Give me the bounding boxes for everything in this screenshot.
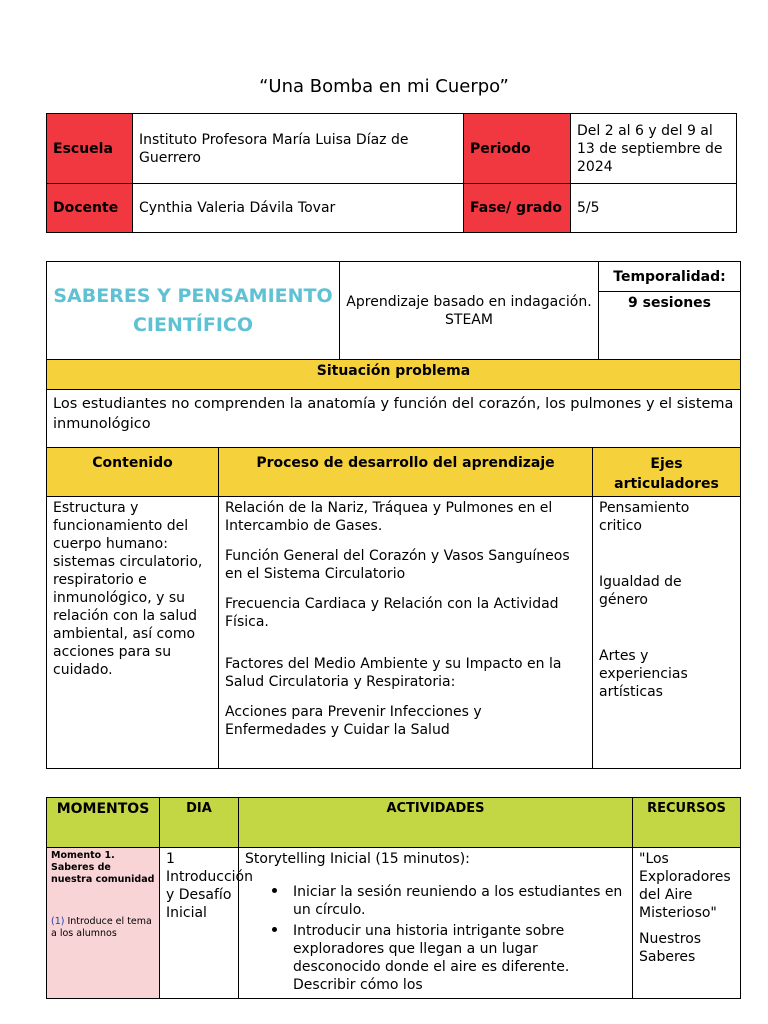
actividad-title: Storytelling Inicial (15 minutos): (245, 851, 470, 867)
recursos-cell (633, 848, 741, 999)
ejes-header: Ejes articuladores (593, 448, 741, 497)
eje-item: Artes y experiencias artísticas (599, 648, 688, 700)
recurso-item: Nuestros Saberes (639, 931, 702, 965)
docente-value: Cynthia Valeria Dávila Tovar (133, 184, 464, 233)
escuela-label: Escuela (47, 114, 133, 184)
dia-header: DIA (160, 798, 239, 848)
actividad-list (245, 882, 626, 994)
plan-header-table (46, 261, 741, 360)
docente-label: Docente (47, 184, 133, 233)
recurso-item: "Los Exploradores del Aire Misterioso" (639, 851, 731, 921)
proceso-list (219, 497, 593, 769)
actividades-header: ACTIVIDADES (239, 798, 633, 848)
actividad-bullet: • Introducir una historia intrigante sobre exploradores que llegan a un lugar desconocido donde el aire es diferente. Describir cómo los (289, 921, 626, 994)
momento-title: Momento 1. Saberes de nuestra comunidad (51, 850, 155, 885)
dia-text: Introducción y Desafío Inicial (166, 869, 253, 921)
ejes-list (593, 497, 741, 769)
situacion-header: Situación problema (47, 360, 741, 390)
temporalidad-value: 9 sesiones (599, 292, 741, 360)
situation-table (46, 359, 741, 769)
proceso-item: Frecuencia Cardiaca y Relación con la Actividad Física. (225, 596, 559, 630)
temporalidad-label: Temporalidad: (599, 262, 741, 292)
activities-table (46, 797, 741, 999)
dia-number: 1 (166, 851, 175, 867)
proceso-item: Función General del Corazón y Vasos Sanguíneos en el Sistema Circulatorio (225, 548, 570, 582)
proceso-item: Factores del Medio Ambiente y su Impacto en la Salud Circulatoria y Respiratoria: (225, 656, 562, 690)
momentos-header: MOMENTOS (47, 798, 160, 848)
escuela-value: Instituto Profesora María Luisa Díaz de Guerrero (133, 114, 464, 184)
contenido-header: Contenido (47, 448, 219, 497)
periodo-label: Periodo (464, 114, 571, 184)
info-table (46, 113, 737, 233)
campo-formativo: SABERES Y PENSAMIENTO CIENTÍFICO (47, 262, 340, 360)
metodologia: Aprendizaje basado en indagación. STEAM (340, 262, 599, 360)
actividades-cell (239, 848, 633, 999)
eje-item: Igualdad de género (599, 574, 682, 608)
actividad-bullet: • Iniciar la sesión reuniendo a los estudiantes en un círculo. (289, 882, 626, 919)
document-title: “Una Bomba en mi Cuerpo” (259, 76, 509, 97)
proceso-item: Relación de la Nariz, Tráquea y Pulmones en el Intercambio de Gases. (225, 500, 553, 534)
fase-label: Fase/ grado (464, 184, 571, 233)
proceso-header: Proceso de desarrollo del aprendizaje (219, 448, 593, 497)
eje-item: Pensamiento critico (599, 500, 690, 534)
fase-value: 5/5 (571, 184, 737, 233)
momento-cell (47, 848, 160, 999)
situacion-text: Los estudiantes no comprenden la anatomía y función del corazón, los pulmones y el sistema inmunológico (47, 390, 741, 448)
periodo-value: Del 2 al 6 y del 9 al 13 de septiembre de 2024 (571, 114, 737, 184)
dia-cell (160, 848, 253, 999)
proceso-item: Acciones para Prevenir Infecciones y Enfermedades y Cuidar la Salud (225, 704, 482, 738)
momento-note: (1) Introduce el tema a los alumnos (51, 916, 152, 939)
contenido-text: Estructura y funcionamiento del cuerpo humano: sistemas circulatorio, respiratorio e inmunológico, y su relación con la salud ambiental, así como acciones para su cuidado. (47, 497, 219, 769)
recursos-header: RECURSOS (633, 798, 741, 848)
